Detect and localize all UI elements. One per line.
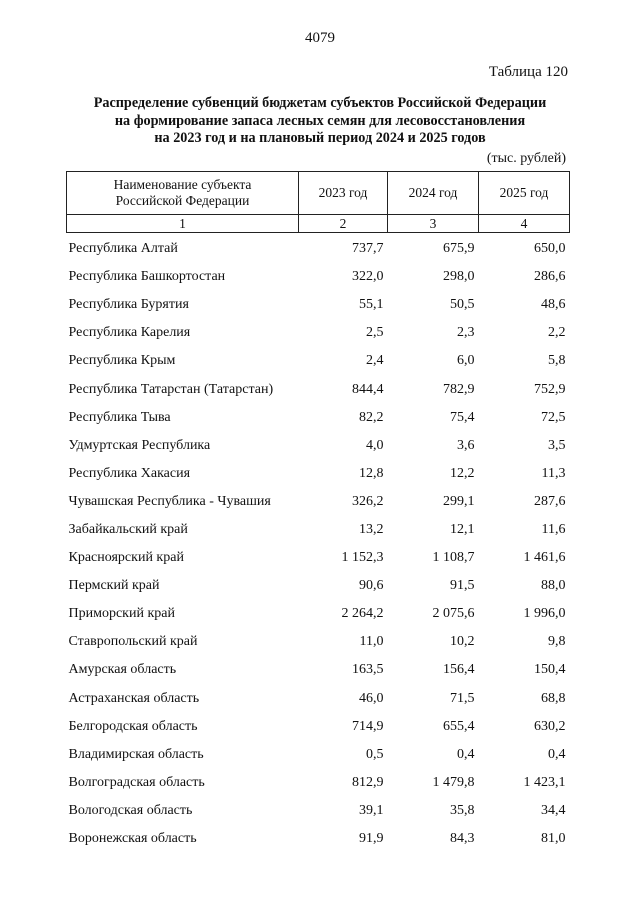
value-2024: 2 075,6 [432,606,475,622]
value-2024: 298,0 [443,269,475,285]
region-name: Астраханская область [68,690,200,706]
column-number: 3 [388,215,479,233]
value-2025: 48,6 [541,297,566,313]
region-name: Республика Татарстан (Татарстан) [68,381,274,397]
table-row [67,404,570,432]
table-row [67,741,570,769]
table-row [67,572,570,600]
column-header-2025: 2025 год [479,172,570,215]
region-name: Удмуртская Республика [68,437,211,453]
value-2025: 2,2 [548,325,566,341]
value-2023: 714,9 [352,718,384,734]
column-header-name [67,172,299,215]
table-row [67,488,570,516]
value-2024: 655,4 [443,718,475,734]
value-2023: 90,6 [359,578,384,594]
value-2023: 322,0 [352,269,384,285]
value-2025: 630,2 [534,718,566,734]
value-2023: 2,5 [366,325,384,341]
value-2023: 326,2 [352,493,384,509]
table-row [67,656,570,684]
table-row [67,263,570,291]
column-header-name-line: Наименование субъекта [113,177,252,192]
value-2023: 737,7 [352,241,384,257]
region-name: Красноярский край [68,550,184,566]
table-id: Таблица 120 [488,64,568,80]
title-line: Распределение субвенций бюджетам субъектов Российской Федерации [93,95,547,111]
table-row [67,797,570,825]
value-2024: 675,9 [443,241,475,257]
region-name: Забайкальский край [68,521,188,537]
value-2024: 10,2 [450,634,475,650]
table-row [67,319,570,347]
region-name: Республика Бурятия [68,297,189,313]
table-row [67,460,570,488]
value-2024: 12,1 [450,521,475,537]
subventions-table [66,171,570,853]
value-2025: 286,6 [534,269,566,285]
value-2024: 3,6 [457,437,475,453]
value-2024: 1 108,7 [432,550,475,566]
value-2025: 72,5 [541,409,566,425]
table-title [40,95,600,148]
value-2025: 88,0 [541,578,566,594]
region-name: Республика Крым [68,353,176,369]
value-2024: 71,5 [450,690,475,706]
column-number: 2 [299,215,388,233]
table-row [67,375,570,403]
value-2023: 844,4 [352,381,384,397]
region-name: Воронежская область [68,831,197,847]
value-2023: 13,2 [359,521,384,537]
table-row [67,713,570,741]
value-2025: 34,4 [541,802,566,818]
table-row [67,347,570,375]
units-label: (тыс. рублей) [486,151,566,166]
region-name: Республика Башкортостан [68,269,226,285]
value-2024: 50,5 [450,297,475,313]
value-2023: 4,0 [366,437,384,453]
value-2024: 12,2 [450,465,475,481]
value-2025: 11,6 [541,521,566,537]
region-name: Ставропольский край [68,634,198,650]
value-2023: 91,9 [359,831,384,847]
value-2025: 752,9 [534,381,566,397]
table-row [67,769,570,797]
value-2024: 84,3 [450,831,475,847]
column-number: 4 [479,215,570,233]
region-name: Вологодская область [68,802,193,818]
value-2024: 35,8 [450,802,475,818]
region-name: Пермский край [68,578,160,594]
table-row [67,600,570,628]
column-number: 1 [67,215,299,233]
value-2025: 5,8 [548,353,566,369]
value-2023: 1 152,3 [341,550,384,566]
region-name: Республика Хакасия [68,465,191,481]
value-2025: 0,4 [548,746,566,762]
value-2024: 2,3 [457,325,475,341]
value-2024: 299,1 [443,493,475,509]
header-row [67,172,570,215]
value-2023: 12,8 [359,465,384,481]
value-2023: 2 264,2 [341,606,384,622]
region-name: Республика Карелия [68,325,191,341]
value-2024: 782,9 [443,381,475,397]
column-header-2024: 2024 год [388,172,479,215]
value-2024: 0,4 [457,746,475,762]
value-2023: 812,9 [352,774,384,790]
value-2025: 287,6 [534,493,566,509]
region-name: Владимирская область [68,746,204,762]
table-row [67,516,570,544]
value-2023: 82,2 [359,409,384,425]
title-line: на формирование запаса лесных семян для лесовосстановления [114,112,526,129]
value-2023: 11,0 [359,634,384,650]
region-name: Республика Алтай [68,241,178,257]
value-2024: 75,4 [450,409,475,425]
table-row [67,825,570,853]
value-2024: 91,5 [450,578,475,594]
value-2023: 2,4 [366,353,384,369]
region-name: Чувашская Республика - Чувашия [68,493,271,509]
value-2025: 1 461,6 [523,550,566,566]
value-2025: 1 423,1 [523,774,566,790]
column-header-2023: 2023 год [299,172,388,215]
table-row [67,432,570,460]
column-header-name-line: Российской Федерации [115,193,250,208]
region-name: Приморский край [68,606,175,622]
value-2024: 1 479,8 [432,774,475,790]
value-2025: 150,4 [534,662,566,678]
table-body [67,233,570,854]
value-2023: 55,1 [359,297,384,313]
value-2023: 163,5 [352,662,384,678]
value-2025: 650,0 [534,241,566,257]
value-2025: 81,0 [541,831,566,847]
title-line: на 2023 год и на плановый период 2024 и 2025 годов [154,130,486,146]
value-2023: 46,0 [359,690,384,706]
table-row [67,233,570,264]
value-2023: 0,5 [366,746,384,762]
page-number: 4079 [305,30,335,46]
value-2024: 156,4 [443,662,475,678]
table-row [67,685,570,713]
table-row [67,291,570,319]
table-row [67,544,570,572]
table-row [67,628,570,656]
value-2025: 1 996,0 [523,606,566,622]
value-2025: 9,8 [548,634,566,650]
value-2023: 39,1 [359,802,384,818]
value-2024: 6,0 [457,353,475,369]
value-2025: 3,5 [548,437,566,453]
column-number-row [67,215,570,233]
value-2025: 11,3 [541,465,566,481]
region-name: Амурская область [68,662,177,678]
value-2025: 68,8 [541,690,566,706]
region-name: Волгоградская область [68,774,205,790]
region-name: Республика Тыва [68,409,171,425]
region-name: Белгородская область [68,718,198,734]
